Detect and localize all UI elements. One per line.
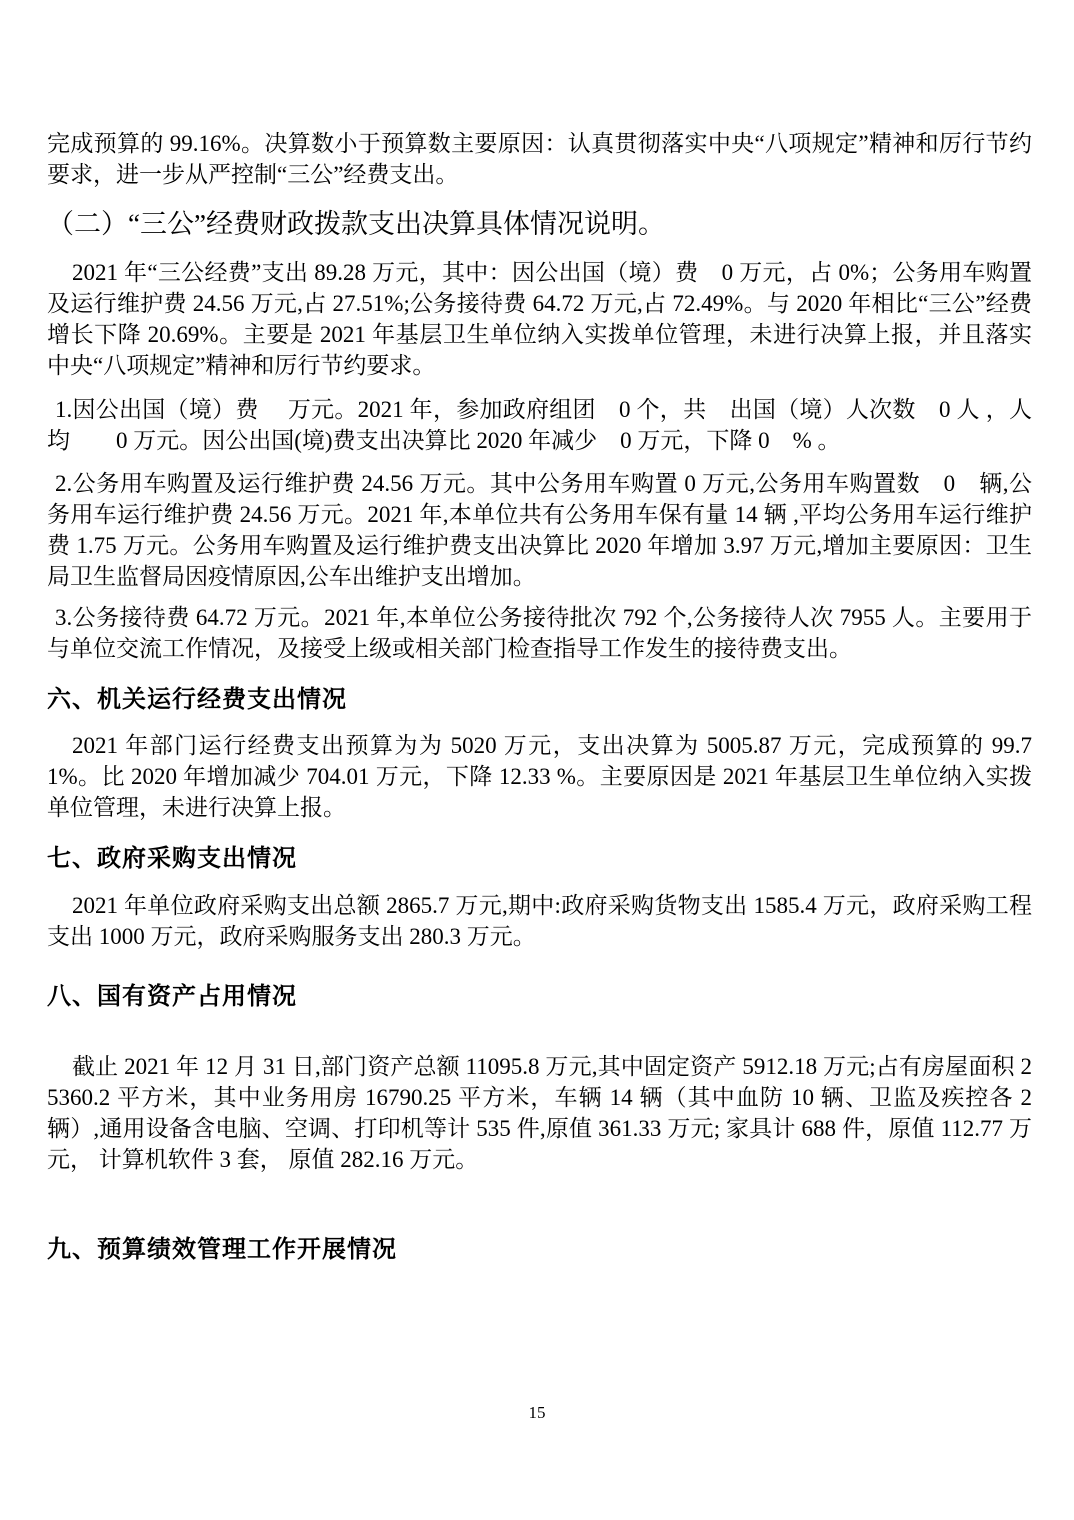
paragraph-item3-reception-expense: 3.公务接待费 64.72 万元。2021 年,本单位公务接待批次 792 个,公务接待人次 7955 人。主要用于与单位交流工作情况，及接受上级或相关部门检查指导工作发生的接待费支出。	[47, 605, 1033, 661]
heading-section7-government-procurement: 七、政府采购支出情况	[47, 846, 297, 872]
paragraph-three-public-overview: 2021 年“三公经费”支出 89.28 万元，其中：因公出国（境）费 0 万元，占 0%；公务用车购置及运行维护费 24.56 万元,占 27.51%;公务接待费 64.72 万元,占 72.49%。与 2020 年相比“三公”经费增长下降 20.69%。主要是 2021 年基层卫生单位纳入实拨单位管理，未进行决算上报，并且落实中央“八项规定”精神和厉行节约要求。	[47, 260, 1032, 378]
paragraph-section8-state-assets: 截止 2021 年 12 月 31 日,部门资产总额 11095.8 万元,其中固定资产 5912.18 万元;占有房屋面积 25360.2 平方米，其中业务用房 16790.25 平方米，车辆 14 辆（其中血防 10 辆、卫监及疾控各 2 辆）,通用设备含电脑、空调、打印机等计 535 件,原值 361.33 万元; 家具计 688 件，原值 112.77 万元， 计算机软件 3 套， 原值 282.16 万元。	[47, 1054, 1032, 1172]
heading-section9-performance-management: 九、预算绩效管理工作开展情况	[47, 1237, 397, 1263]
paragraph-section6-operating-expense: 2021 年部门运行经费支出预算为为 5020 万元，支出决算为 5005.87 万元，完成预算的 99.71%。比 2020 年增加减少 704.01 万元，下降 12.33 %。主要原因是 2021 年基层卫生单位纳入实拨单位管理，未进行决算上报。	[47, 733, 1032, 820]
page-number: 15	[528, 1403, 546, 1422]
document-content	[47, 128, 1032, 1266]
paragraph-item2-vehicle-expense: 2.公务用车购置及运行维护费 24.56 万元。其中公务用车购置 0 万元,公务用车购置数 0 辆,公务用车运行维护费 24.56 万元。2021 年,本单位共有公务用车保有量 14 辆 ,平均公务用车运行维护费 1.75 万元。公务用车购置及运行维护费支出决算比 2020 年增加 3.97 万元,增加主要原因：卫生局卫生监督局因疫情原因,公车出维护支出增加。	[47, 471, 1033, 589]
paragraph-item1-abroad-expense: 1.因公出国（境）费 万元。2021 年，参加政府组团 0 个，共 出国（境）人次数 0 人 ，人均 0 万元。因公出国(境)费支出决算比 2020 年减少 0 万元，下降 0 % 。	[47, 397, 1032, 453]
paragraph-section7-government-procurement: 2021 年单位政府采购支出总额 2865.7 万元,期中:政府采购货物支出 1585.4 万元，政府采购工程支出 1000 万元，政府采购服务支出 280.3 万元。	[47, 893, 1032, 949]
heading-section6-operating-expense: 六、机关运行经费支出情况	[47, 687, 347, 713]
paragraph-budget-completion: 完成预算的 99.16%。决算数小于预算数主要原因：认真贯彻落实中央“八项规定”精神和厉行节约要求，进一步从严控制“三公”经费支出。	[47, 131, 1032, 187]
heading-section8-state-assets: 八、国有资产占用情况	[47, 984, 297, 1010]
subheading-section2-three-public-detail: （二）“三公”经费财政拨款支出决算具体情况说明。	[47, 209, 665, 239]
